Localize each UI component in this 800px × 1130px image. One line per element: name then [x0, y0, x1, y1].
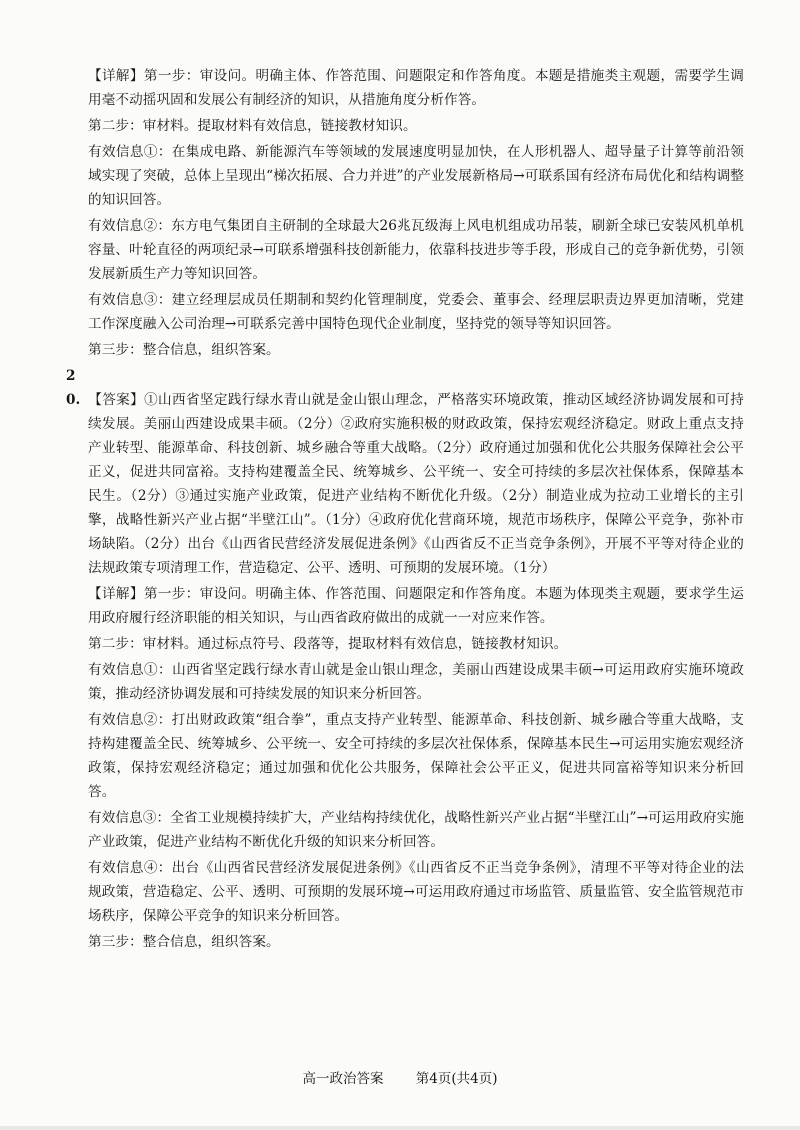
info2-q20: 有效信息②：打出财政政策“组合拳”，重点支持产业转型、能源革命、科技创新、城乡融合等重大战略，支持构建覆盖全民、统筹城乡、公平统一、安全可持续的多层次社保体系，保障基本民生→可运用实施宏观经济政策，保持宏观经济稳定；通过加强和优化公共服务，保障社会公平正义，促进共同富裕等知识来分析回答。	[88, 712, 744, 800]
question-number: 20.	[66, 368, 81, 408]
answer-q20	[66, 364, 744, 580]
page-bottom-edge	[0, 1126, 800, 1130]
info3-q19: 有效信息③：建立经理层成员任期制和契约化管理制度，党委会、董事会、经理层职责边界更加清晰，党建工作深度融入公司治理→可联系完善中国特色现代企业制度，坚持党的领导等知识回答。	[88, 292, 744, 332]
page-footer	[0, 1067, 800, 1087]
footer-subject: 高一政治答案	[302, 1071, 384, 1087]
footer-page-number: 第4页(共4页)	[415, 1071, 498, 1087]
analysis-step3-q19: 第三步：整合信息，组织答案。	[88, 342, 280, 358]
answer-q20-text: 【答案】①山西省坚定践行绿水青山就是金山银山理念，严格落实环境政策，推动区域经济协调发展和可持续发展。美丽山西建设成果丰硕。（2分）②政府实施积极的财政政策，保持宏观经济稳定。财政上重点支持产业转型、能源革命、科技创新、城乡融合等重大战略。（2分）政府通过加强和优化公共服务保障社会公平正义，促进共同富裕。支持构建覆盖全民、统筹城乡、公平统一、安全可持续的多层次社保体系，保障基本民生。（2分）③通过实施产业政策，促进产业结构不断优化升级。（2分）制造业成为拉动工业增长的主引擎，战略性新兴产业占据“半壁江山”。（1分）④政府优化营商环境，规范市场秩序，保障公平竞争，弥补市场缺陷。（2分）出台《山西省民营经济发展促进条例》《山西省反不正当竞争条例》，开展不平等对待企业的法规政策专项清理工作，营造稳定、公平、透明、可预期的发展环境。（1分）	[88, 392, 744, 576]
answer-content	[66, 64, 744, 956]
info1-q20: 有效信息①：山西省坚定践行绿水青山就是金山银山理念，美丽山西建设成果丰硕→可运用政府实施环境政策，推动经济协调发展和可持续发展的知识来分析回答。	[88, 662, 744, 702]
analysis-step2-q20: 第二步：审材料。通过标点符号、段落等，提取材料有效信息，链接教材知识。	[88, 636, 568, 652]
info2-q19: 有效信息②：东方电气集团自主研制的全球最大26兆瓦级海上风电机组成功吊装，刷新全球已安装风机单机容量、叶轮直径的两项纪录→可联系增强科技创新能力，依靠科技进步等手段，形成自己的竞争新优势，引领发展新质生产力等知识回答。	[88, 218, 744, 282]
analysis-step1-q20: 【详解】第一步：审设问。明确主体、作答范围、问题限定和作答角度。本题为体现类主观题，要求学生运用政府履行经济职能的相关知识，与山西省政府做出的成就一一对应来作答。	[88, 586, 744, 626]
info3-q20: 有效信息③：全省工业规模持续扩大，产业结构持续优化，战略性新兴产业占据“半壁江山”→可运用政府实施产业政策，促进产业结构不断优化升级的知识来分析回答。	[88, 810, 744, 850]
analysis-step1-q19: 【详解】第一步：审设问。明确主体、作答范围、问题限定和作答角度。本题是措施类主观题，需要学生调用毫不动摇巩固和发展公有制经济的知识，从措施角度分析作答。	[88, 68, 744, 108]
info4-q20: 有效信息④：出台《山西省民营经济发展促进条例》《山西省反不正当竞争条例》，清理不平等对待企业的法规政策，营造稳定、公平、透明、可预期的发展环境→可运用政府通过市场监管、质量监管、安全监管规范市场秩序，保障公平竞争的知识来分析回答。	[88, 860, 744, 924]
info1-q19: 有效信息①：在集成电路、新能源汽车等领域的发展速度明显加快，在人形机器人、超导量子计算等前沿领域实现了突破，总体上呈现出“梯次拓展、合力并进”的产业发展新格局→可联系国有经济布局优化和结构调整的知识回答。	[88, 144, 744, 208]
analysis-step2-q19: 第二步：审材料。提取材料有效信息，链接教材知识。	[88, 118, 417, 134]
analysis-step3-q20: 第三步：整合信息，组织答案。	[88, 934, 280, 950]
